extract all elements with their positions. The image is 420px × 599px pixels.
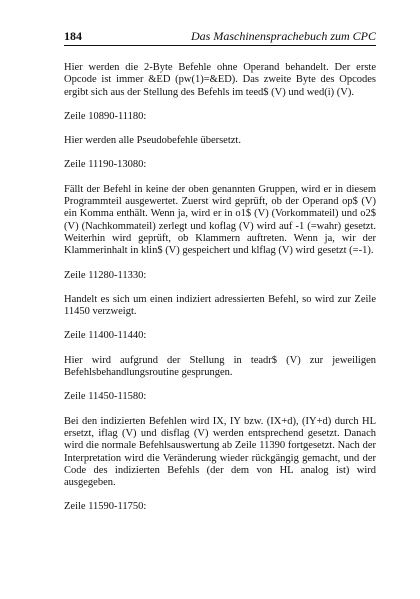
running-title: Das Maschinensprachebuch zum CPC (191, 29, 376, 43)
paragraph-two-byte-commands: Hier werden die 2-Byte Befehle ohne Operand behandelt. Der erste Opcode ist immer &ED (pw(1)=&ED). Das zweite Byte des Opcodes ergibt sich aus der Stellung des Befehls im teed$ (V) und wed(i) (V). (64, 62, 376, 98)
paragraph-routine-jump: Hier wird aufgrund der Stellung in teadr$ (V) zur jeweiligen Befehlsbehandlungsroutine gesprungen. (64, 354, 376, 379)
line-range-heading: Zeile 11190-13080: (64, 159, 147, 171)
line-range-heading: Zeile 11280-11330: (64, 269, 147, 281)
page-body (64, 62, 376, 526)
page-header (64, 28, 376, 46)
paragraph-indexed-commands: Bei den indizierten Befehlen wird IX, IY bzw. (IX+d), (IY+d) durch HL ersetzt, iflag (V) und disflag (V) werden entsprechend gesetzt. Danach wird die normale Befehlsauswertung ab Zeile 11390 fortgesetzt. Nach der Interpretation wird die Veränderung wieder rückgängig gemacht, und der Code des indizierten Befehls (der dem von HL analog ist) wird ausgegeben. (64, 415, 376, 489)
line-range-heading: Zeile 11450-11580: (64, 391, 147, 403)
line-range-heading: Zeile 11590-11750: (64, 501, 147, 513)
paragraph-pseudo-commands: Hier werden alle Pseudobefehle übersetzt. (64, 135, 241, 147)
paragraph-operand-evaluation: Fällt der Befehl in keine der oben genannten Gruppen, wird er in diesem Programmteil ausgewertet. Zuerst wird geprüft, ob der Operand op$ (V) ein Komma enthält. Wenn ja, wird er in o1$ (V) (Vorkommateil) und o2$ (V) (Nachkommateil) zerlegt und koflag (V) wird auf -1 (=wahr) gesetzt. Weiterhin wird geprüft, ob Klammern auftreten. Wenn ja, wir der Klammerinhalt in klin$ (V) gespeichert und klflag (V) wird gesetzt (=-1). (64, 183, 376, 257)
line-range-heading: Zeile 10890-11180: (64, 110, 147, 122)
line-range-heading: Zeile 11400-11440: (64, 330, 147, 342)
page-number: 184 (64, 29, 82, 43)
paragraph-indexed-branch: Handelt es sich um einen indiziert adressierten Befehl, so wird zur Zeile 11450 verzweigt. (64, 293, 376, 318)
